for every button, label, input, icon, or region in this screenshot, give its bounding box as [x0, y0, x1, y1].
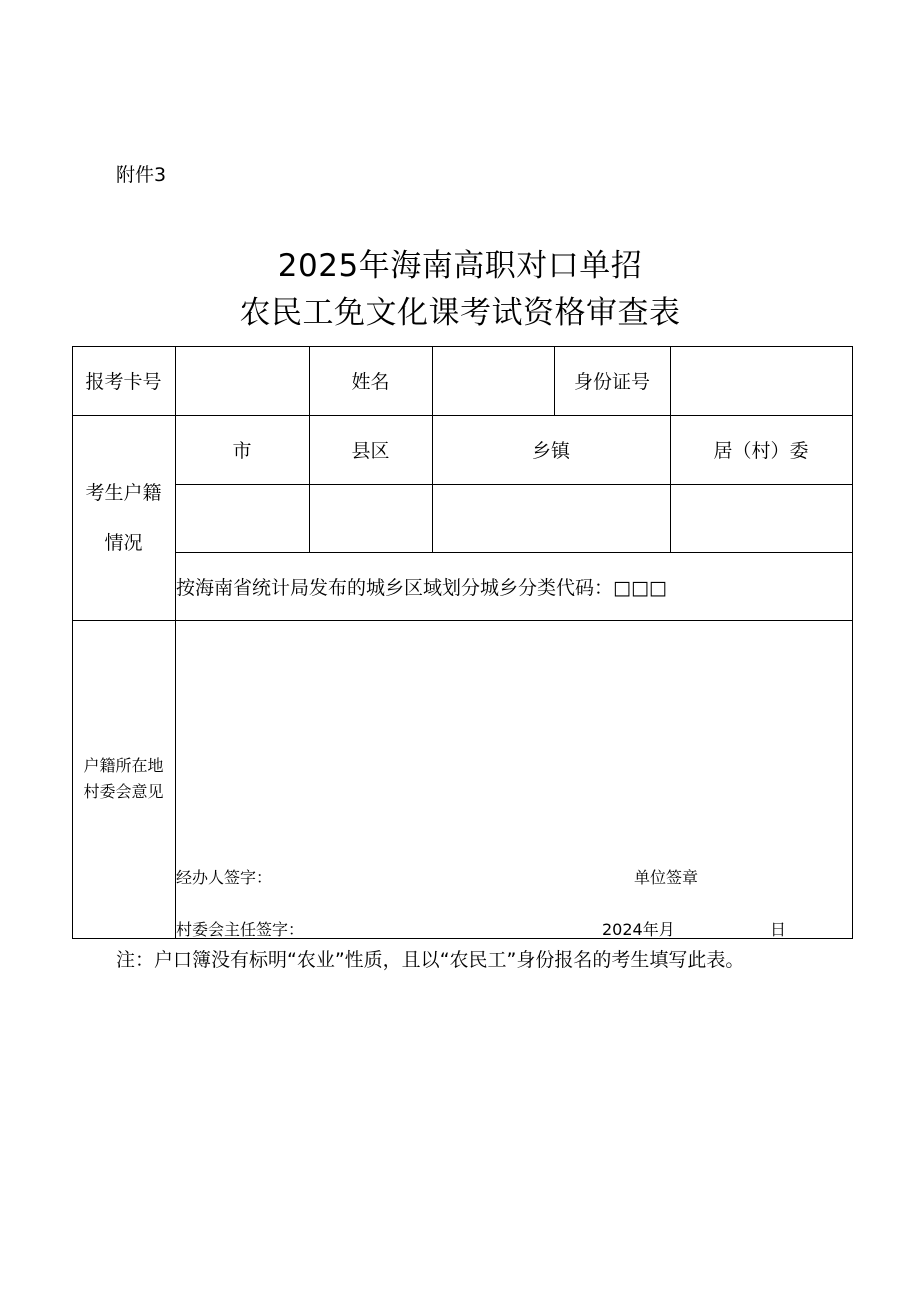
id-value — [670, 346, 852, 415]
director-signature-label: 村委会主任签字： — [176, 920, 305, 939]
name-label: 姓名 — [351, 371, 390, 393]
title-line-1: 2025年海南高职对口单招 — [277, 248, 643, 284]
urban-rural-code-text: 按海南省统计局发布的城乡区域划分城乡分类代码：□□□ — [176, 576, 667, 599]
id-label: 身份证号 — [573, 371, 650, 393]
household-label — [72, 415, 175, 620]
attachment-label: 附件3 — [116, 164, 167, 186]
title-line-2: 农民工免文化课考试资格审查表 — [239, 295, 681, 331]
name-value — [432, 346, 554, 415]
table-border-right — [852, 346, 853, 939]
table-rule — [72, 620, 853, 621]
opinion-label-line1: 户籍所在地 — [83, 756, 164, 775]
date-day: 日 — [770, 920, 787, 939]
exam-card-value — [175, 346, 309, 415]
date-year-month: 2024年月 — [602, 920, 675, 939]
opinion-label — [72, 620, 175, 938]
city-header: 市 — [232, 440, 252, 462]
household-label-line1: 考生户籍 — [85, 481, 162, 504]
county-header: 县区 — [351, 440, 390, 462]
exam-card-label: 报考卡号 — [85, 371, 162, 393]
household-label-line2: 情况 — [104, 531, 143, 554]
table-rule — [175, 484, 853, 485]
town-header: 乡镇 — [531, 440, 570, 462]
footnote: 注：户口簿没有标明“农业”性质，且以“农民工”身份报名的考生填写此表。 — [116, 949, 745, 971]
opinion-label-line2: 村委会意见 — [83, 782, 164, 801]
handler-signature-label: 经办人签字： — [176, 868, 273, 887]
unit-seal-label: 单位签章 — [634, 868, 699, 887]
village-header: 居（村）委 — [713, 440, 809, 462]
